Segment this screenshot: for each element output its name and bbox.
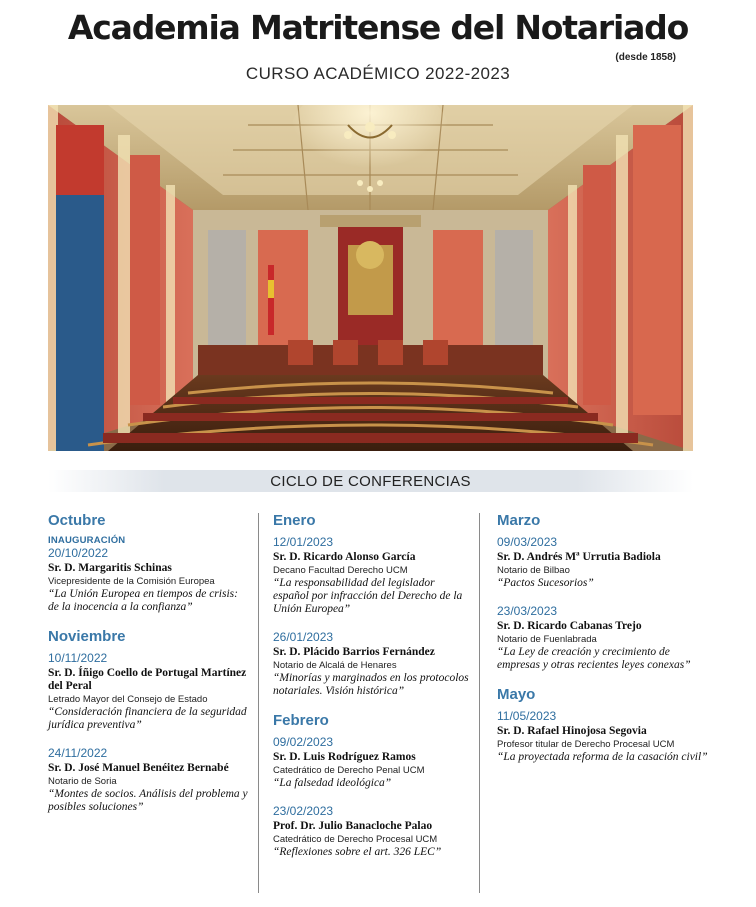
event-date: 09/03/2023	[497, 535, 558, 549]
event-speaker: Prof. Dr. Julio Banacloche Palao	[273, 820, 433, 832]
event-speaker: Sr. D. Ricardo Cabanas Trejo	[497, 620, 642, 632]
conference-entry	[497, 604, 712, 672]
founding-year: (desde 1858)	[615, 52, 676, 63]
event-speaker: Sr. D. Ricardo Alonso García	[273, 551, 416, 563]
event-tag: INAUGURACIÓN	[48, 535, 126, 546]
event-date: 20/10/2022	[48, 546, 109, 560]
conference-entry	[48, 535, 248, 614]
schedule-column-3	[497, 512, 712, 778]
event-date: 11/05/2023	[497, 709, 557, 723]
conference-entry	[273, 804, 473, 859]
event-speaker-role: Notario de Fuenlabrada	[497, 634, 597, 645]
event-speaker: Sr. D. Plácido Barrios Fernández	[273, 646, 435, 658]
event-speaker-role: Catedrático de Derecho Procesal UCM	[273, 834, 438, 845]
event-date: 10/11/2022	[48, 651, 108, 665]
event-talk-title: “Consideración financiera de la seguridad jurídica preventiva”	[48, 706, 247, 731]
conference-entry	[273, 630, 473, 698]
event-date: 26/01/2023	[273, 630, 334, 644]
event-date: 23/02/2023	[273, 804, 334, 818]
conference-entry	[497, 709, 712, 764]
event-talk-title: “Pactos Sucesorios”	[497, 577, 594, 589]
event-speaker: Sr. D. Íñigo Coello de Portugal Martínez del Peral	[48, 667, 247, 692]
month-heading: Febrero	[273, 712, 329, 729]
conference-entry	[273, 535, 473, 616]
event-date: 09/02/2023	[273, 735, 334, 749]
event-talk-title: “La Unión Europea en tiempos de crisis: de la inocencia a la confianza”	[48, 588, 238, 613]
section-title: CICLO DE CONFERENCIAS	[270, 473, 471, 490]
event-speaker-role: Notario de Alcalá de Henares	[273, 660, 397, 671]
event-talk-title: “Minorías y marginados en los protocolos notariales. Visión histórica”	[273, 672, 469, 697]
event-speaker-role: Profesor titular de Derecho Procesal UCM	[497, 739, 675, 750]
assembly-hall-photo	[48, 105, 693, 451]
event-talk-title: “Reflexiones sobre el art. 326 LEC”	[273, 846, 442, 858]
month-heading: Mayo	[497, 686, 536, 703]
conference-entry	[48, 651, 248, 732]
month-heading: Marzo	[497, 512, 541, 529]
event-speaker: Sr. D. José Manuel Benéitez Bernabé	[48, 762, 229, 774]
event-speaker-role: Notario de Soria	[48, 776, 117, 787]
event-date: 12/01/2023	[273, 535, 334, 549]
conference-entry	[48, 746, 248, 814]
schedule-column-1	[48, 512, 248, 828]
month-heading: Octubre	[48, 512, 106, 529]
schedule-column-2	[273, 512, 473, 873]
event-talk-title: “La responsabilidad del legislador español por infracción del Derecho de la Unión Europea”	[273, 577, 463, 615]
column-divider	[479, 513, 480, 893]
event-speaker-role: Catedrático de Derecho Penal UCM	[273, 765, 425, 776]
academic-year-subtitle: CURSO ACADÉMICO 2022-2023	[245, 64, 511, 83]
month-heading: Noviembre	[48, 628, 126, 645]
event-speaker-role: Vicepresidente de la Comisión Europea	[48, 576, 215, 587]
event-date: 23/03/2023	[497, 604, 558, 618]
event-speaker-role: Letrado Mayor del Consejo de Estado	[48, 694, 208, 705]
conference-entry	[273, 735, 473, 790]
month-heading: Enero	[273, 512, 316, 529]
conference-entry	[497, 535, 712, 590]
event-talk-title: “Montes de socios. Análisis del problema y posibles soluciones”	[48, 788, 248, 813]
column-divider	[258, 513, 259, 893]
event-speaker-role: Decano Facultad Derecho UCM	[273, 565, 408, 576]
event-talk-title: “La Ley de creación y crecimiento de empresas y otras recientes leyes conexas”	[497, 646, 691, 671]
event-talk-title: “La falsedad ideológica”	[273, 777, 392, 789]
event-speaker: Sr. D. Andrés Mª Urrutia Badiola	[497, 551, 661, 563]
event-speaker: Sr. D. Luis Rodríguez Ramos	[273, 751, 416, 763]
page-title: Academia Matritense del Notariado	[67, 8, 689, 47]
event-talk-title: “La proyectada reforma de la casación civil”	[497, 751, 708, 763]
event-speaker-role: Notario de Bilbao	[497, 565, 570, 576]
event-speaker: Sr. D. Rafael Hinojosa Segovia	[497, 725, 647, 737]
event-date: 24/11/2022	[48, 746, 108, 760]
section-banner	[48, 470, 693, 492]
event-speaker: Sr. D. Margaritis Schinas	[48, 562, 172, 574]
